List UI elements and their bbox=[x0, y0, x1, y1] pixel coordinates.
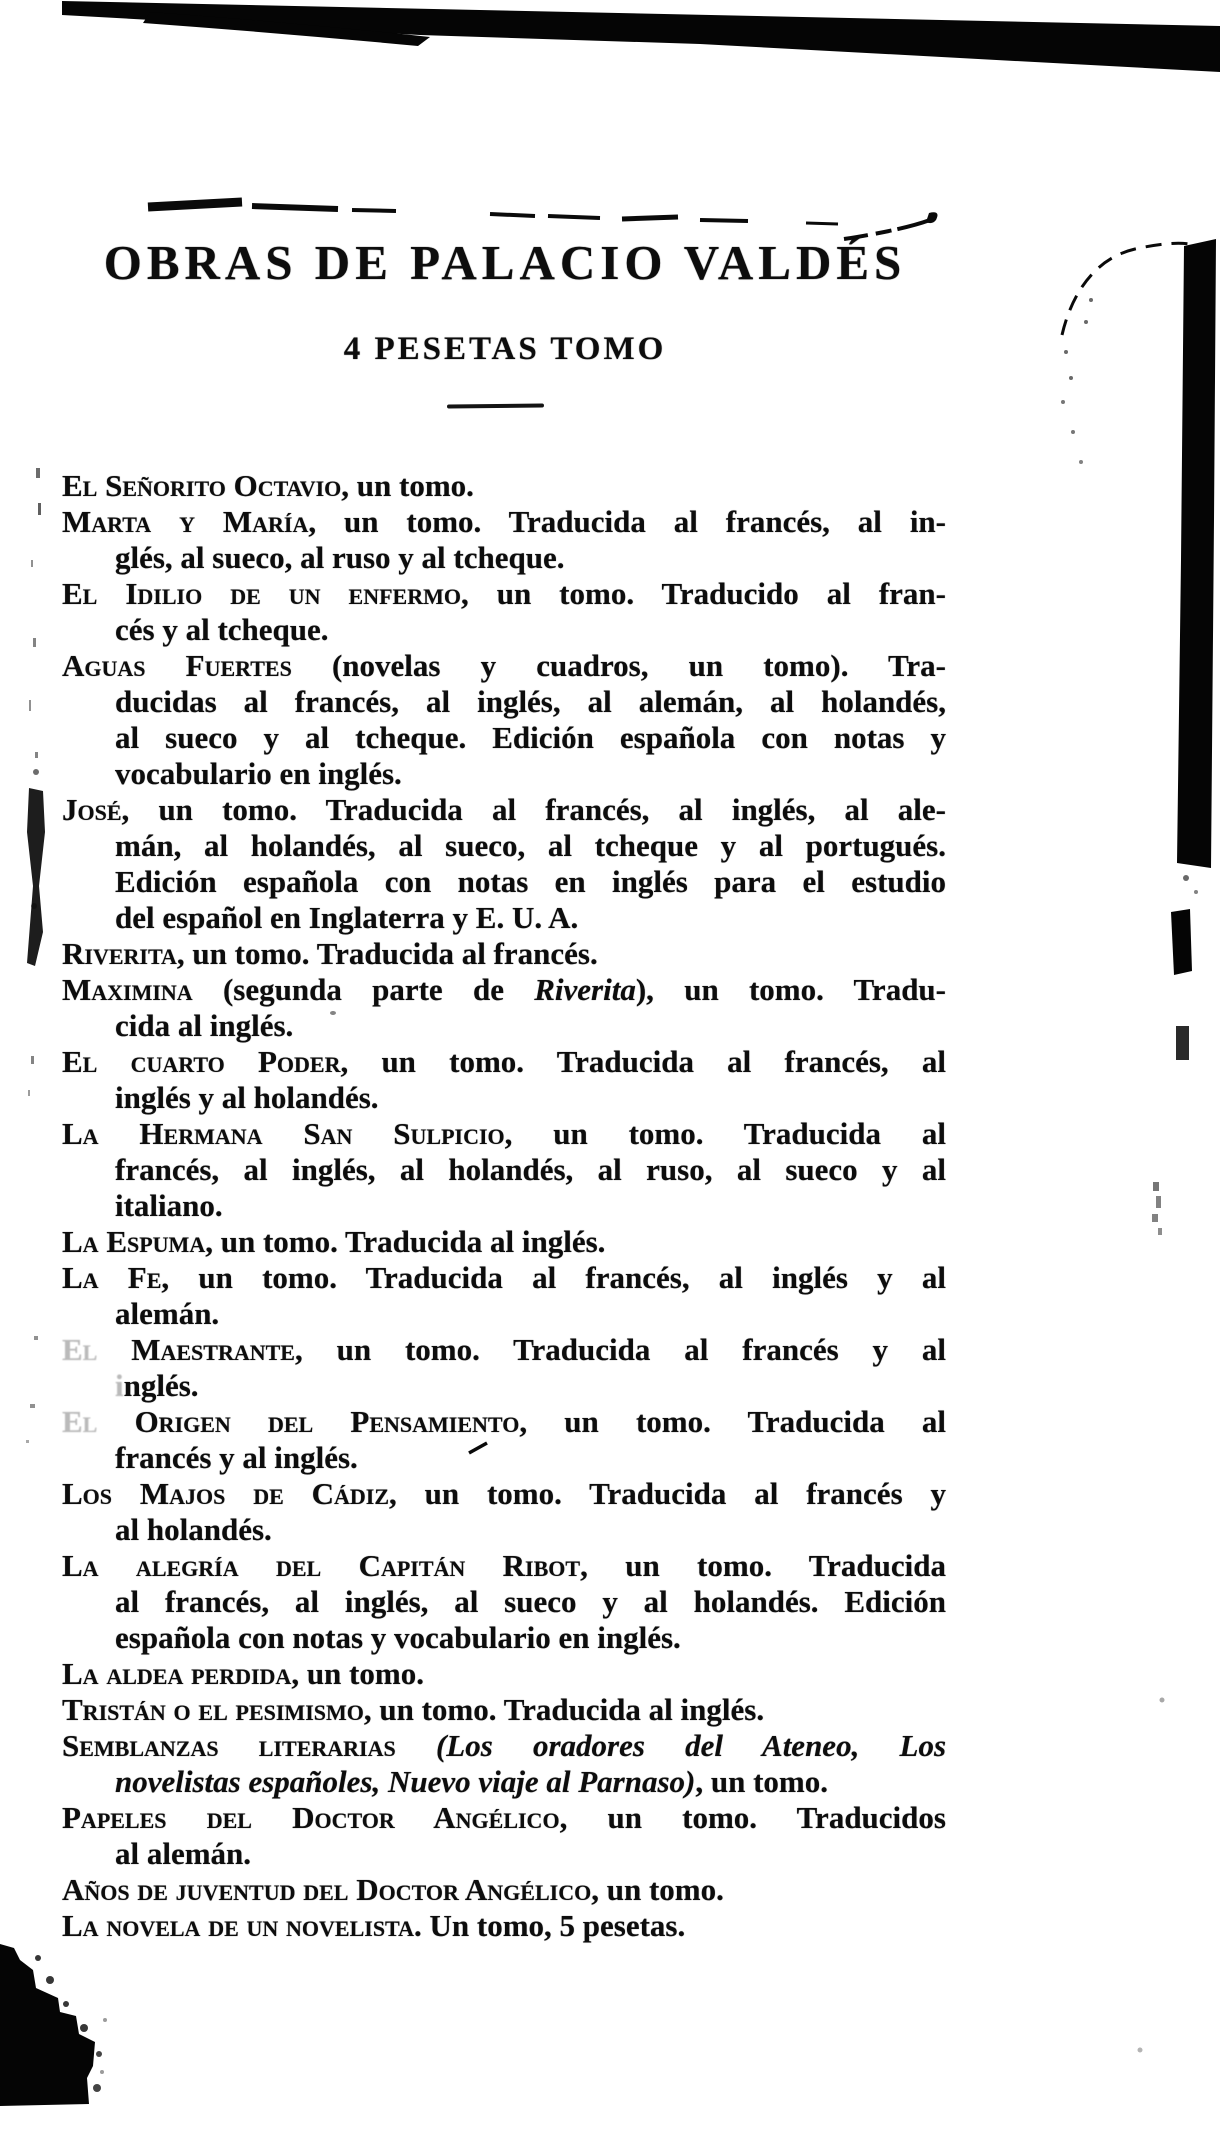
body-text: al sueco y al tcheque. Edición española con notas y bbox=[115, 720, 946, 755]
body-text: , un tomo. Traducida al bbox=[504, 1116, 946, 1151]
book-title: El bbox=[62, 1404, 98, 1439]
scan-artifact-title-flourish bbox=[844, 212, 937, 239]
book-title: El Idilio de un enfermo bbox=[62, 576, 461, 611]
book-title: El Señorito Octavio bbox=[62, 468, 342, 503]
body-text: , un tomo. bbox=[341, 468, 474, 503]
scan-artifact-right-band bbox=[1061, 239, 1216, 2053]
body-text: al alemán. bbox=[115, 1836, 252, 1871]
scan-artifact-dashes bbox=[148, 202, 838, 224]
body-text: . Un tomo, 5 pesetas. bbox=[414, 1908, 686, 1943]
body-text: ducidas al francés, al inglés, al alemán, al holandés, bbox=[115, 684, 946, 719]
book-title: La novela de un novelista bbox=[62, 1908, 414, 1943]
body-text: cida al inglés. bbox=[115, 1008, 294, 1043]
body-text: i bbox=[115, 1368, 124, 1403]
body-text: inglés y al holandés. bbox=[115, 1080, 379, 1115]
book-title: Aguas Fuertes bbox=[62, 648, 292, 683]
body-text: glés, al sueco, al ruso y al tcheque. bbox=[115, 540, 565, 575]
italic-text: Riverita bbox=[534, 972, 636, 1007]
body-text: , un tomo. Traducida al francés y bbox=[389, 1476, 946, 1511]
body-text: francés y al inglés. bbox=[115, 1440, 358, 1475]
book-title: Semblanzas literarias bbox=[62, 1728, 396, 1763]
body-text: española con notas y vocabulario en inglés. bbox=[115, 1620, 681, 1655]
body-text: , un tomo. Traducido al fran- bbox=[460, 576, 946, 611]
body-text: , un tomo. Traducida bbox=[580, 1548, 946, 1583]
book-title: El cuarto Poder bbox=[62, 1044, 341, 1079]
body-text: , un tomo. Traducidos bbox=[559, 1800, 946, 1835]
body-text: , un tomo. Traducida al inglés. bbox=[205, 1224, 606, 1259]
scan-artifact-top-band bbox=[62, 1, 1220, 72]
body-text: francés, al inglés, al holandés, al ruso, al sueco y al bbox=[115, 1152, 946, 1187]
book-title: Los Majos de Cádiz bbox=[62, 1476, 390, 1511]
body-text: , un tomo. bbox=[695, 1764, 828, 1799]
body-text: , un tomo. Traducida al francés, al inglés, al ale- bbox=[121, 792, 946, 827]
book-title: Años de juventud del Doctor Angélico bbox=[62, 1872, 592, 1907]
book-title: Marta y María bbox=[62, 504, 309, 539]
body-text: vocabulario en inglés. bbox=[115, 756, 402, 791]
page-title: OBRAS DE PALACIO VALDÉS bbox=[103, 235, 907, 290]
body-text: , un tomo. bbox=[291, 1656, 424, 1691]
body-text: , un tomo. Traducida al francés, al in- bbox=[308, 504, 946, 539]
page-subtitle: 4 PESETAS TOMO bbox=[343, 331, 667, 367]
book-title: La alegría del Capitán Ribot bbox=[62, 1548, 581, 1583]
body-text: Edición española con notas en inglés para el estudio bbox=[115, 864, 946, 899]
book-title: Maximina bbox=[62, 972, 193, 1007]
italic-text: (Los oradores del Ateneo, Los bbox=[435, 1728, 947, 1763]
body-text: al francés, al inglés, al sueco y al holandés. Edición bbox=[115, 1584, 946, 1619]
book-title: Maestrante bbox=[131, 1332, 295, 1367]
book-title: La Espuma bbox=[62, 1224, 206, 1259]
body-text: , un tomo. Traducida al francés, al bbox=[340, 1044, 946, 1079]
body-text: , un tomo. Traducida al francés, al inglés y al bbox=[161, 1260, 946, 1295]
body-text: , un tomo. Traducida al francés. bbox=[176, 936, 598, 971]
body-text: del español en Inglaterra y E. U. A. bbox=[115, 900, 579, 935]
scan-artifact-left-marks bbox=[26, 468, 487, 1453]
body-text: nglés. bbox=[123, 1368, 199, 1403]
body-text: (novelas y cuadros, un tomo). Tra- bbox=[291, 648, 946, 683]
body-text: mán, al holandés, al sueco, al tcheque y al portugués. bbox=[115, 828, 946, 863]
scan-artifact-bottom-blob bbox=[0, 1944, 107, 2106]
book-title: Papeles del Doctor Angélico bbox=[62, 1800, 560, 1835]
body-text: ), un tomo. Tradu- bbox=[635, 972, 947, 1007]
book-title: Tristán o el pesimismo bbox=[62, 1692, 364, 1727]
book-title: El bbox=[62, 1332, 98, 1367]
book-title: Origen del Pensamiento bbox=[134, 1404, 520, 1439]
body-text: alemán. bbox=[115, 1296, 220, 1331]
body-text: cés y al tcheque. bbox=[115, 612, 329, 647]
book-title: Riverita bbox=[62, 936, 177, 971]
book-title: La Fe bbox=[62, 1260, 162, 1295]
body-text: , un tomo. Traducida al inglés. bbox=[363, 1692, 765, 1727]
book-title: La aldea perdida bbox=[62, 1656, 292, 1691]
book-title: La Hermana San Sulpicio bbox=[62, 1116, 505, 1151]
body-text: , un tomo. Traducida al francés y al bbox=[294, 1332, 946, 1367]
italic-text: novelistas españoles, Nuevo viaje al Parnaso) bbox=[115, 1764, 696, 1799]
body-text: , un tomo. Traducida al bbox=[519, 1404, 947, 1439]
body-text: (segunda parte de bbox=[192, 972, 535, 1007]
body-text: italiano. bbox=[115, 1188, 223, 1223]
book-title: José bbox=[62, 792, 122, 827]
body-text: , un tomo. bbox=[591, 1872, 724, 1907]
body-text: al holandés. bbox=[115, 1512, 272, 1547]
